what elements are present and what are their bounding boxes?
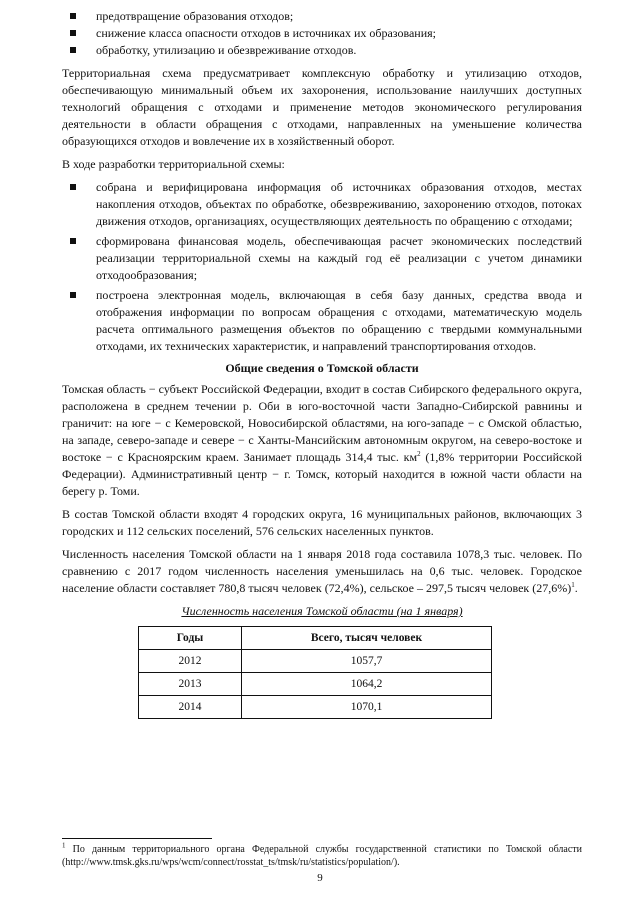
bullet-icon — [70, 13, 76, 19]
footnote — [62, 843, 582, 869]
footnote-divider — [62, 838, 212, 839]
development-intro: В ходе разработки территориальной схемы: — [62, 157, 285, 171]
table-header-row — [139, 627, 492, 650]
section-heading: Общие сведения о Томской области — [225, 361, 419, 375]
list-item: построена электронная модель, включающая в себя базу данных, средства ввода и отображения информации по вопросам обращения с отходами, математическую модель расчета оптимального размещения объектов по обращению с твердыми коммунальными отходами, их технических характеристик, и направлений транспортирования отходов. — [62, 287, 582, 355]
bullet-icon — [70, 292, 76, 298]
page-content — [62, 8, 582, 719]
population-table — [138, 626, 492, 719]
table-cell: 2014 — [139, 696, 242, 719]
footnote-mark: 1 — [62, 841, 66, 850]
superscript: 2 — [417, 450, 421, 458]
scheme-paragraph: Территориальная схема предусматривает комплексную обработку и утилизацию отходов, обеспечивающую минимальный объем их захоронения, использование наилучших доступных технологий обращения с отходами и применение методов экономического регулирования деятельности в области обращения с отходами, направленных на уменьшение количества образующихся отходов и вовлечение их в хозяйственный оборот. — [62, 66, 582, 148]
bullet-icon — [70, 184, 76, 190]
list-item: собрана и верифицирована информация об источниках образования отходов, местах накопления отходов, объектах по обработке, обезвреживанию, захоронению отходов, потоках движения отходов, организациях, осуществляющих деятельность по обращению с отходами; — [62, 179, 582, 230]
bullet-icon — [70, 238, 76, 244]
page-number: 9 — [317, 872, 323, 884]
table-row — [139, 650, 492, 673]
region-paragraph: Томская область − субъект Российской Федерации, входит в состав Сибирского федерального округа, расположена в среднем течении р. Оби в юго-восточной части Западно-Сибирской равнины и граничит: на юге − с Кемеровской, Новосибирской областями, на юго-западе − с Омской областью, на западе, северо-западе и севере − с Ханты-Мансийским автономным округом, на северо-востоке и востоке − с Красноярским краем. Занимает площадь 314,4 тыс. $км^2$ (1,8% территории Российской Федерации). Административный центр − г. Томск, который находится в южной части области на берегу р. Томи. — [62, 382, 582, 498]
bullet-icon — [70, 30, 76, 36]
table-cell: 1057,7 — [242, 650, 492, 673]
bullet-icon — [70, 47, 76, 53]
table-row — [139, 696, 492, 719]
footnote-ref[interactable]: 1 — [571, 581, 575, 589]
development-list — [62, 179, 582, 355]
table-cell: 2012 — [139, 650, 242, 673]
list-item: предотвращение образования отходов; — [62, 8, 582, 25]
column-header: Всего, тысяч человек — [242, 627, 492, 650]
list-item: снижение класса опасности отходов в источниках их образования; — [62, 25, 582, 42]
footnote-text: По данным территориального органа Федеральной службы государственной статистики по Томской области (http://www.tmsk.gks.ru/wps/wcm/connect/rosstat_ts/tmsk/ru/statistics/population/). — [62, 844, 582, 868]
column-header: Годы — [139, 627, 242, 650]
table-caption: Численность населения Томской области (на 1 января) — [181, 604, 463, 618]
list-item: сформирована финансовая модель, обеспечивающая расчет экономических последствий реализации территориальной схемы на каждый год её реализации с учетом динамики отходообразования; — [62, 233, 582, 284]
table-cell: 1070,1 — [242, 696, 492, 719]
population-paragraph: Численность населения Томской области на 1 января 2018 года составила 1078,3 тыс. человек. По сравнению с 2017 годом численность населения уменьшилась на 0,6 тыс. человек. Городское население области составляет 780,8 тысяч человек (72,4%), сельское – 297,5 тысяч человек $(27,6\%)^1$. — [62, 547, 582, 595]
list-item: обработку, утилизацию и обезвреживание отходов. — [62, 42, 582, 59]
table-cell: 1064,2 — [242, 673, 492, 696]
composition-paragraph: В состав Томской области входят 4 городских округа, 16 муниципальных районов, включающих 3 городских и 112 сельских поселений, 576 сельских населенных пунктов. — [62, 507, 582, 538]
table-cell: 2013 — [139, 673, 242, 696]
waste-measures-list — [62, 8, 582, 59]
table-row — [139, 673, 492, 696]
